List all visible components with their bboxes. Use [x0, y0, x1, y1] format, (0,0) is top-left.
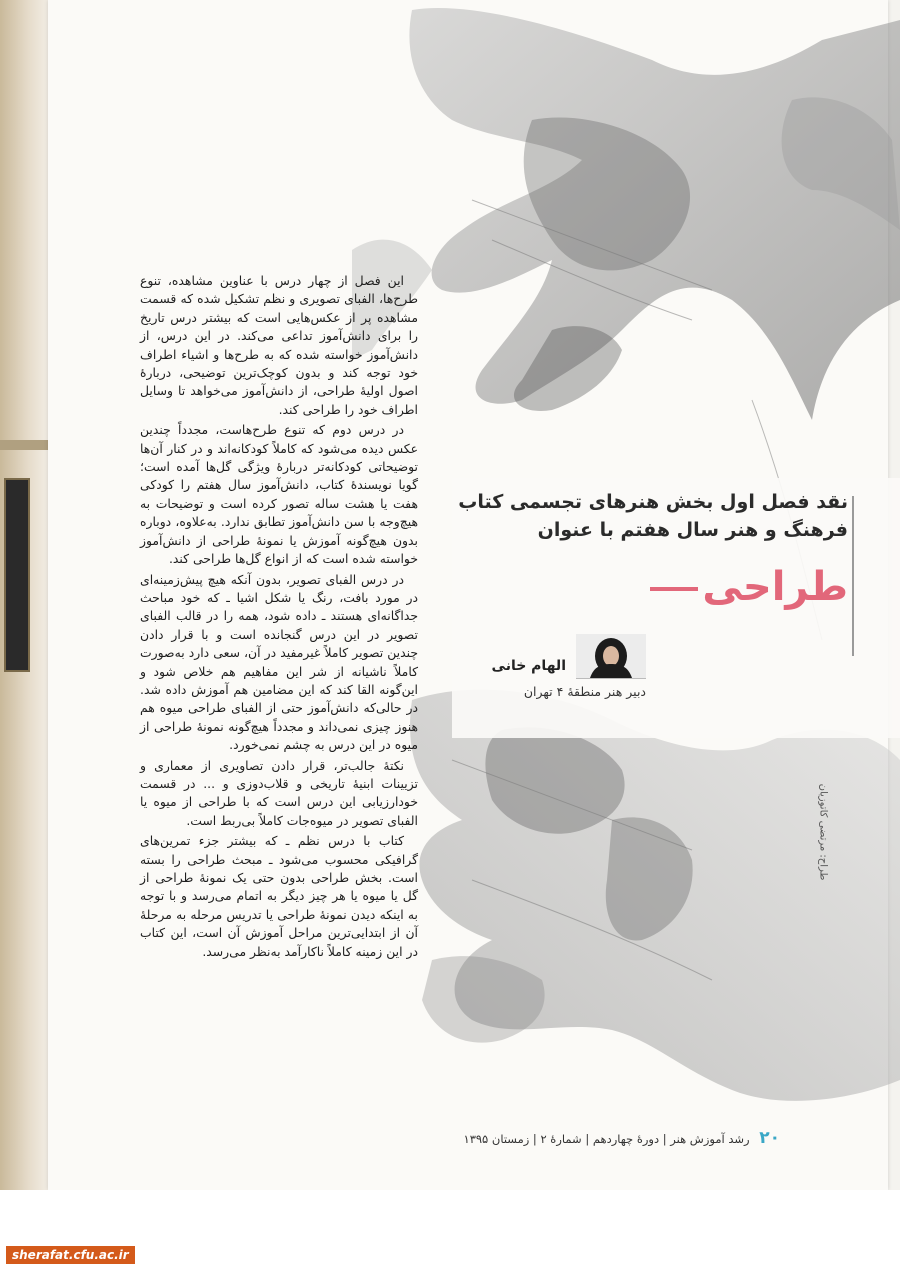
author-name: الهام خانی [491, 658, 566, 674]
article-paragraph: در درس الفبای تصویر، بدون آنکه هیچ پیش‌زمینه‌ای در مورد بافت، رنگ یا شکل اشیا ـ که خود مباحث جداگانه‌ای هستند ـ داده شود، همه را در قالب الفبای تصویر در این درس گنجانده است و با قرار دادن چندین تصویر کاملاً غیرمفید در آن، سعی دارد به‌صورت کاملاً ناشیانه از شر این مفاهیم هم خلاص شود و این‌گونه القا کند که این مضامین هم آموزش داده شد. در حالی‌که دانش‌آموز حتی از الفبای طراحی میوه هم هنوز چیزی نمی‌داند و مجدداً هیچ‌گونه نمونهٔ طراحی از میوه در این درس به چشم نمی‌خورد. [140, 571, 418, 753]
article-paragraph: در درس دوم که تنوع طرح‌هاست، مجدداً چندین عکس دیده می‌شود که کاملاً کودکانه‌اند و در کنار آن‌ها توضیحاتی کودکانه‌تر دربارهٔ ویژگی گل‌ها آمده است؛ گویا نویسندهٔ کتاب، دانش‌آموز سال هفتم را کودکی هفت یا هشت ساله تصور کرده است و توضیحات به هیچ‌وجه با سن دانش‌آموز تطابق ندارد. به‌علاوه، دوباره بدون هیچ‌گونه آموزش یا نمونهٔ طراحی از دانش‌آموز خواسته شده است که از انواع گل‌ها طراحی کند. [140, 422, 418, 567]
title-divider [852, 496, 854, 656]
source-watermark: sherafat.cfu.ac.ir [6, 1246, 135, 1264]
main-title [458, 564, 848, 610]
illustrator-credit [808, 770, 828, 890]
scan-bottom-margin [0, 1190, 900, 1273]
page-footer [463, 1128, 780, 1148]
scan-background-shelf [0, 440, 48, 450]
main-title-text: طراحی [702, 564, 848, 610]
title-kicker-line-1: نقد فصل اول بخش هنرهای تجسمی کتاب [458, 491, 848, 513]
footer-publication-info: رشد آموزش هنر | دورهٔ چهاردهم | شمارهٔ ۲ | زمستان ۱۳۹۵ [463, 1132, 750, 1146]
scan-background-frame [4, 478, 30, 672]
illustrator-credit-text: طراح: مرتضی کاتوزیان [817, 783, 829, 881]
title-block [458, 488, 848, 610]
author-role: دبیر هنر منطقهٔ ۴ تهران [523, 684, 646, 699]
title-underline-decoration [650, 587, 698, 591]
article-paragraph: این فصل از چهار درس با عناوین مشاهده، تنوع طرح‌ها، الفبای تصویری و نظم تشکیل شده که قسمت مشاهده پر از عکس‌هایی است که بیشتر درس تاریخ را برای دانش‌آموز تداعی می‌کند. در این درس، از دانش‌آموز خواسته شده که به طرح‌ها و اشیاء اطراف خود توجه کند و بدون کوچک‌ترین توضیحی، دربارهٔ اصول اولیهٔ طراحی، از دانش‌آموز می‌خواهد تا وسایل اطراف خود را طراحی کند. [140, 273, 418, 417]
article-paragraph: نکتهٔ جالب‌تر، قرار دادن تصاویری از معماری و تزیینات ابنیهٔ تاریخی و قلاب‌دوزی و ... در قسمت خودارزیابی این درس است که با طراحی از میوه یا الفبای تصویر در میوه‌جات کاملاً بی‌ربط است. [140, 757, 418, 828]
title-kicker-line-2: فرهنگ و هنر سال هفتم با عنوان [537, 519, 848, 541]
page-number: ۲۰ [759, 1128, 780, 1148]
article-body [140, 272, 418, 1042]
article-paragraph: کتاب با درس نظم ـ که بیشتر جزء تمرین‌های گرافیکی محسوب می‌شود ـ مبحث طراحی را بسته است. بخش طراحی بدون حتی یک نمونهٔ طراحی از گل یا میوه یا هر چیز دیگر به اتمام می‌رسد و با توجه به اینکه دیدن نمونهٔ طراحی یا تدریس مرحله به مرحلهٔ آن از ابتدایی‌ترین مراحل آموزش آن است، این کتاب در این زمینه کاملاً ناکارآمد به‌نظر می‌رسد. [140, 833, 418, 959]
author-photo [576, 634, 646, 679]
